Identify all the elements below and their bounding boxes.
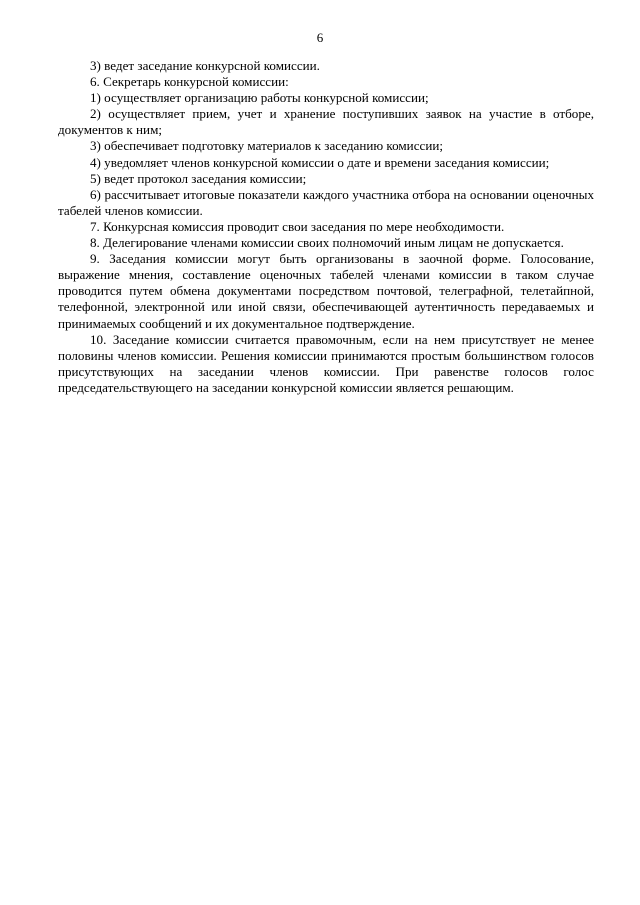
paragraph-7: 7. Конкурсная комиссия проводит свои заседания по мере необходимости. — [90, 218, 505, 234]
paragraph-3-item: 3) ведет заседание конкурсной комиссии. — [90, 58, 320, 73]
paragraph-6-item-4: 4) уведомляет членов конкурсной комиссии о дате и времени заседания комиссии; — [90, 154, 550, 170]
paragraph-9: 9. Заседания комиссии могут быть организованы в заочной форме. Голосование, выражение мнения, составление оценочных табелей членами комиссии в таком случае проводится путем обмена документами посредством почтовой, телеграфной, телетайпной, телефонной, электронной или иной связи, обеспечивающей аутентичность передаваемых и принимаемых сообщений и их документальное подтверждение. — [58, 251, 594, 331]
paragraph-8: 8. Делегирование членами комиссии своих полномочий иным лицам не допускается. — [90, 235, 564, 251]
paragraph-6-item-5: 5) ведет протокол заседания комиссии; — [90, 170, 307, 186]
paragraph-6-heading: 6. Секретарь конкурсной комиссии: — [90, 74, 289, 90]
paragraph-10: 10. Заседание комиссии считается правомочным, если на нем присутствует не менее половины членов комиссии. Решения комиссии принимаются простым большинством голосов присутствующих на заседании членов комиссии. При равенстве голосов голос председательствующего на заседании конкурсной комиссии является решающим. — [58, 331, 594, 395]
document-body — [58, 58, 594, 396]
paragraph-6-item-1: 1) осуществляет организацию работы конкурсной комиссии; — [90, 90, 429, 106]
paragraph-6-item-6: 6) рассчитывает итоговые показатели каждого участника отбора на основании оценочных табелей членов комиссии. — [58, 186, 594, 218]
page-number: 6 — [316, 30, 324, 45]
paragraph-6-item-3: 3) обеспечивает подготовку материалов к заседанию комиссии; — [90, 138, 443, 154]
paragraph-6-item-2: 2) осуществляет прием, учет и хранение поступивших заявок на участие в отборе, документов к ним; — [58, 106, 594, 138]
